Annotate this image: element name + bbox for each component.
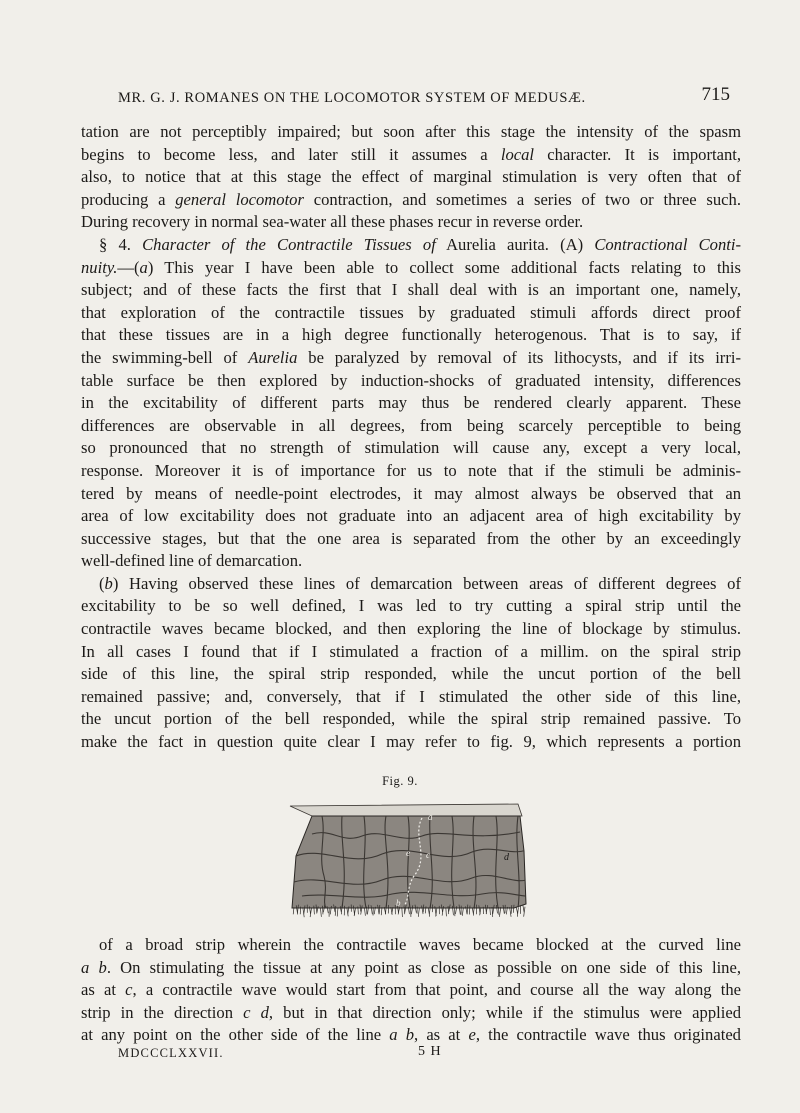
label-a: a: [428, 812, 433, 822]
text-line: tered by means of needle-point electrodes, it may almost always be observed that an: [81, 483, 741, 503]
label-b: b: [396, 898, 401, 908]
figure-9-illustration: [282, 796, 532, 924]
label-e: e: [406, 848, 410, 858]
text-line: table surface be then explored by induction-shocks of graduated intensity, differences: [81, 370, 741, 390]
text-line: strip in the direction c d, but in that direction only; while if the stimulus were applied: [81, 1002, 741, 1022]
text-line: make the fact in question quite clear I may refer to fig. 9, which represents a portion: [81, 732, 741, 752]
text-line: in the excitability of different parts may thus be rendered clearly apparent. These: [81, 393, 741, 413]
fringe-strand: [499, 907, 500, 917]
text-line: as at c, a contractile wave would start from that point, and course all the way along the: [81, 980, 741, 1000]
fringe-strand: [337, 907, 338, 916]
text-line: begins to become less, and later still it assumes a local character. It is important,: [81, 144, 741, 164]
text-line: well-defined line of demarcation.: [81, 551, 303, 571]
label-d: d: [504, 852, 509, 863]
text-line: of a broad strip wherein the contractile waves became blocked at the curved line: [99, 935, 741, 954]
text-line: subject; and of these facts the first that I shall deal with is an important one, namely,: [81, 280, 741, 300]
fringe-strand: [523, 905, 524, 913]
text-line: also, to notice that at this stage the effect of marginal stimulation is very often that of: [81, 167, 741, 187]
text-line: tation are not perceptibly impaired; but soon after this stage the intensity of the spasm: [81, 122, 741, 141]
text-line: In all cases I found that if I stimulated a fraction of a millim. on the spiral strip: [81, 641, 741, 661]
body-text-bottom: [81, 934, 741, 1047]
text-line: at any point on the other side of the line a b, as at e, the contractile wave thus originated: [81, 1025, 741, 1045]
footer-year: MDCCCLXXVII.: [118, 1046, 224, 1060]
text-line: excitability to be so well defined, I was led to try cutting a spiral strip until the: [81, 596, 741, 616]
fringe-strand: [462, 907, 463, 915]
fringe-strand: [446, 907, 447, 916]
text-line: nuity.—(a) This year I have been able to collect some additional facts relating to this: [81, 257, 741, 277]
fringe-strand: [402, 907, 403, 917]
text-line: a b. On stimulating the tissue at any point as close as possible on one side of this line,: [81, 957, 741, 977]
text-line: side of this line, the spiral strip responded, while the uncut portion of the bell: [81, 664, 741, 684]
fringe-strand: [320, 907, 321, 916]
fringe-strand: [364, 907, 365, 915]
text-line: successive stages, but that the one area is separated from the other by an exceedingly: [81, 528, 741, 548]
text-line: producing a general locomotor contraction, and sometimes a series of two or three such.: [81, 189, 741, 209]
text-line: the uncut portion of the bell responded, while the spiral strip remained passive. To: [81, 709, 741, 729]
text-line: so pronounced that no strength of stimulation will cause any, except a very local,: [81, 438, 741, 458]
strip-edge: [290, 804, 522, 816]
text-line: (b) Having observed these lines of demarcation between areas of different degrees of: [99, 573, 741, 593]
running-title: MR. G. J. ROMANES ON THE LOCOMOTOR SYSTEM OF MEDUSÆ.: [118, 90, 586, 106]
page-number: 715: [701, 84, 730, 105]
text-line: response. Moreover it is of importance for us to note that if the stimuli be adminis-: [81, 460, 741, 480]
text-line: contractile waves became blocked, and then exploring the line of blockage by stimulus.: [81, 619, 741, 639]
label-c: c: [426, 850, 430, 860]
text-line: § 4. Character of the Contractile Tissues of Aurelia aurita. (A) Contractional Conti-: [99, 234, 742, 254]
text-line: that these tissues are in a high degree functionally heterogenous. That is to say, if: [81, 325, 741, 345]
signature-mark: 5 H: [418, 1044, 442, 1059]
figure-caption: Fig. 9.: [382, 774, 418, 788]
running-header: [118, 84, 730, 110]
text-line: remained passive; and, conversely, that if I stimulated the other side of this line,: [81, 686, 741, 706]
text-line: the swimming-bell of Aurelia be paralyzed by removal of its lithocysts, and if its irri-: [81, 347, 741, 367]
text-line: differences are observable in all degrees, from being scarcely perceptible to being: [81, 415, 741, 435]
text-line: During recovery in normal sea-water all these phases recur in reverse order.: [81, 212, 584, 232]
text-line: that exploration of the contractile tissues by graduated stimuli affords direct proof: [81, 302, 741, 322]
fringe-strand: [418, 907, 419, 916]
text-line: area of low excitability does not graduate into an adjacent area of high excitability by: [81, 506, 741, 526]
fringe-strand: [510, 907, 511, 917]
body-text-top: [81, 121, 741, 754]
